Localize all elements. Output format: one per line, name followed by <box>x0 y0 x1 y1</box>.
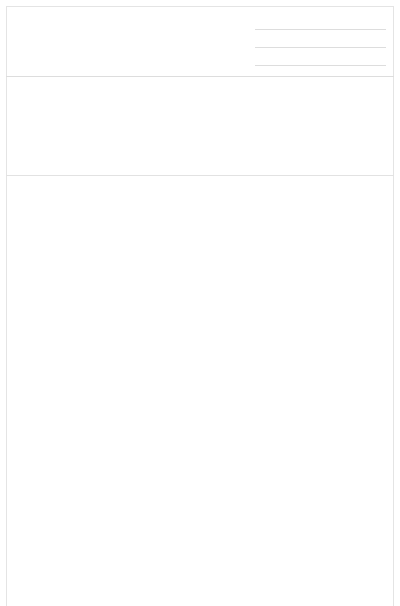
question-2 <box>20 184 386 198</box>
meta-count <box>255 48 386 66</box>
divider <box>6 175 394 176</box>
meta-subject <box>255 30 386 48</box>
question-text <box>20 184 386 198</box>
divider <box>6 76 394 77</box>
worksheet <box>6 6 394 606</box>
meta-grade <box>255 12 386 30</box>
question-text <box>20 110 386 124</box>
option-2c-wrap <box>40 218 208 238</box>
option-2b[interactable] <box>212 211 380 233</box>
question-1 <box>20 110 386 124</box>
meta-info <box>255 12 386 66</box>
header <box>14 10 386 72</box>
